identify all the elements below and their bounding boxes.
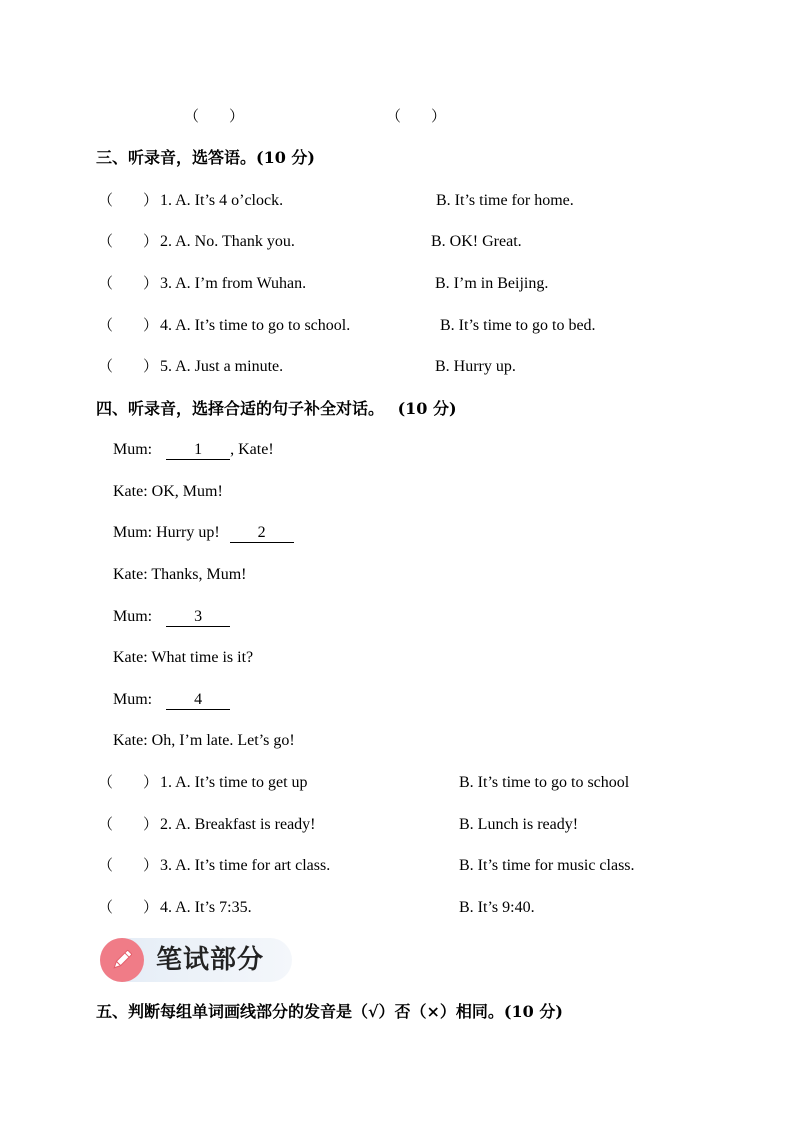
- speaker: Mum:: [113, 691, 153, 708]
- answer-paren[interactable]: （ ）: [98, 193, 159, 209]
- dialogue-line: [113, 565, 246, 585]
- answer-paren[interactable]: （ ）: [98, 276, 159, 292]
- option-b: B. I’m in Beijing.: [435, 275, 549, 292]
- option-b: B. It’s 9:40.: [459, 899, 535, 916]
- section-5-heading: 五、判断每组单词画线部分的发音是（√）否（×）相同。(10 分): [96, 1002, 563, 1021]
- dialogue-text: Thanks, Mum!: [151, 566, 247, 583]
- option-b: B. It’s time to go to school: [459, 774, 630, 791]
- dialogue-text: , Kate!: [230, 441, 274, 458]
- answer-paren[interactable]: （ ）: [98, 900, 159, 916]
- dialogue-line: [113, 523, 294, 543]
- section-4-heading: [96, 399, 457, 419]
- speaker: Mum:: [113, 524, 153, 541]
- answer-paren[interactable]: （ ）: [98, 775, 159, 791]
- speaker: Kate:: [113, 566, 148, 583]
- option-b: B. Hurry up.: [435, 358, 516, 375]
- dialogue-line: [113, 440, 274, 460]
- option-a: 2. A. No. Thank you.: [160, 233, 295, 250]
- dialogue-line: [113, 482, 223, 502]
- option-b: B. It’s time for home.: [436, 192, 574, 209]
- answer-paren[interactable]: （ ）: [98, 359, 159, 375]
- blank-4[interactable]: 4: [166, 691, 230, 710]
- dialogue-line: [113, 648, 253, 668]
- option-b: B. Lunch is ready!: [459, 816, 579, 833]
- option-a: 2. A. Breakfast is ready!: [160, 816, 316, 833]
- option-a: 4. A. It’s 7:35.: [160, 899, 252, 916]
- pencil-icon: [100, 938, 144, 982]
- option-b: B. It’s time for music class.: [459, 857, 635, 874]
- section-4-title: 四、听录音，选择合适的句子补全对话。: [96, 399, 385, 418]
- written-part-banner: [100, 938, 292, 982]
- dialogue-text: Oh, I’m late. Let’s go!: [151, 732, 295, 749]
- banner-title: 笔试部分: [156, 945, 265, 975]
- speaker: Kate:: [113, 732, 148, 749]
- option-b: B. It’s time to go to bed.: [440, 317, 596, 334]
- dialogue-text: What time is it?: [151, 649, 254, 666]
- answer-paren[interactable]: （ ）: [98, 318, 159, 334]
- section-3-heading: 三、听录音，选答语。(10 分): [96, 148, 315, 167]
- speaker: Mum:: [113, 441, 153, 458]
- option-a: 5. A. Just a minute.: [160, 358, 284, 375]
- dialogue-line: [113, 607, 230, 627]
- answer-paren[interactable]: （ ）: [98, 234, 159, 250]
- blank-3[interactable]: 3: [166, 608, 230, 627]
- answer-paren[interactable]: （ ）: [98, 817, 159, 833]
- option-a: 1. A. It’s 4 o’clock.: [160, 192, 284, 209]
- speaker: Mum:: [113, 608, 153, 625]
- option-a: 3. A. I’m from Wuhan.: [160, 275, 307, 292]
- option-a: 3. A. It’s time for art class.: [160, 857, 331, 874]
- dialogue-line: [113, 731, 295, 751]
- top-answer-paren-2[interactable]: （ ）: [386, 109, 447, 125]
- speaker: Kate:: [113, 483, 148, 500]
- section-4-score: (10 分): [397, 399, 457, 418]
- speaker: Kate:: [113, 649, 148, 666]
- dialogue-text: Hurry up!: [156, 524, 220, 541]
- answer-paren[interactable]: （ ）: [98, 858, 159, 874]
- top-answer-paren-1[interactable]: （ ）: [184, 109, 245, 125]
- option-b: B. OK! Great.: [431, 233, 522, 250]
- dialogue-text: OK, Mum!: [151, 483, 223, 500]
- dialogue-line: [113, 690, 230, 710]
- blank-1[interactable]: 1: [166, 441, 230, 460]
- option-a: 4. A. It’s time to go to school.: [160, 317, 351, 334]
- blank-2[interactable]: 2: [230, 524, 294, 543]
- option-a: 1. A. It’s time to get up: [160, 774, 308, 791]
